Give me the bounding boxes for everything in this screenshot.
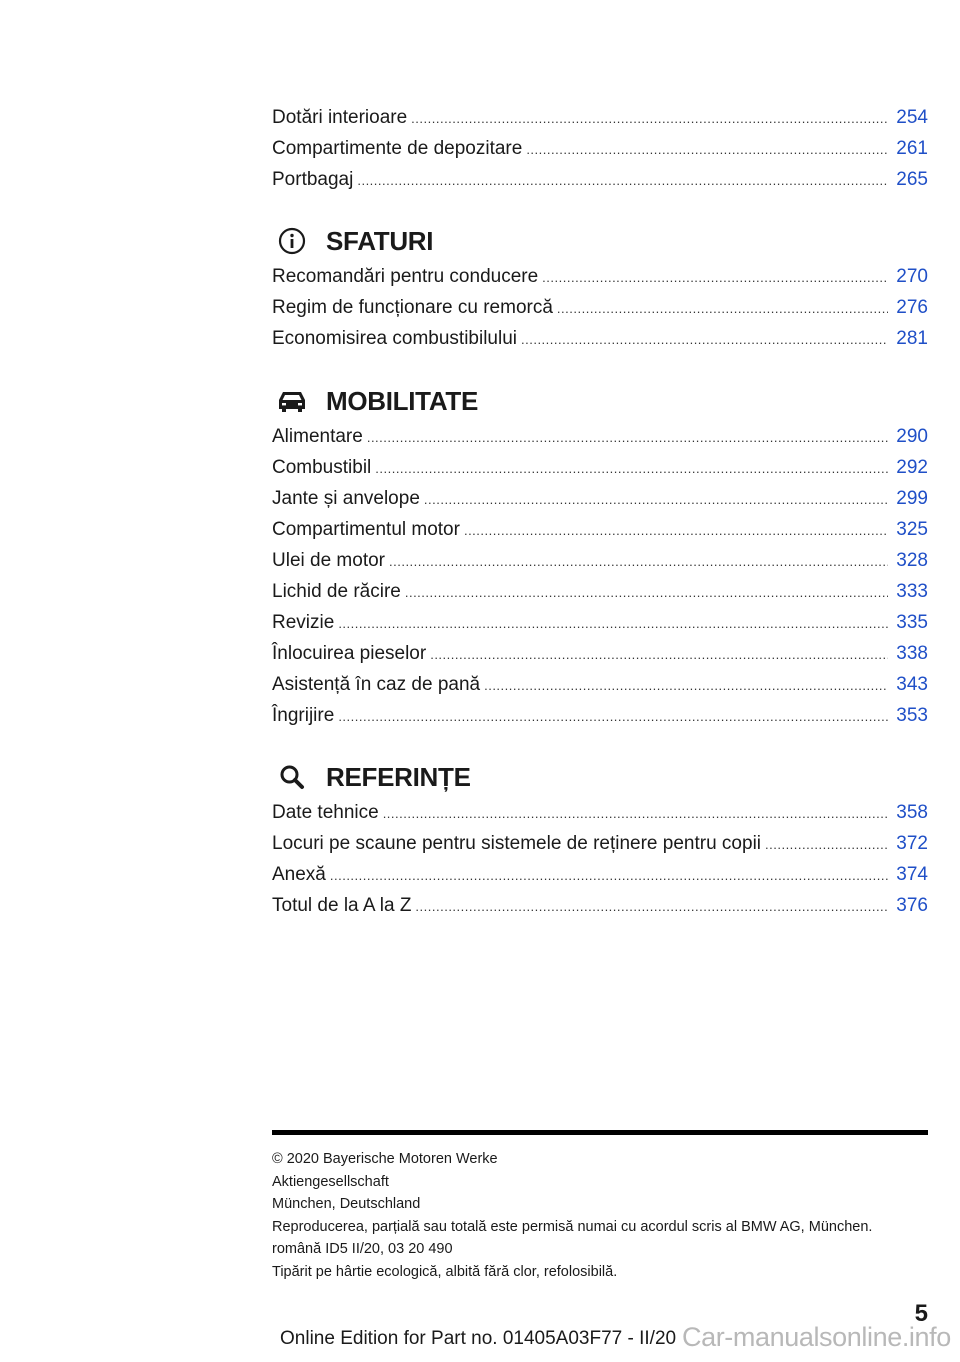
- dot-leader: [765, 833, 888, 857]
- dot-leader: [338, 612, 888, 636]
- toc-entry-title: Regim de funcționare cu remorcă: [272, 297, 553, 318]
- toc-entry-title: Anexă: [272, 864, 326, 885]
- online-edition-text: Online Edition for Part no. 01405A03F77 - II/20: [280, 1328, 677, 1349]
- toc-entry[interactable]: [272, 296, 928, 320]
- dot-leader: [383, 802, 889, 826]
- toc-entry[interactable]: [272, 106, 928, 130]
- dot-leader: [330, 864, 888, 888]
- dot-leader: [367, 426, 888, 450]
- toc-entry[interactable]: [272, 580, 928, 604]
- toc-entry[interactable]: [272, 549, 928, 573]
- toc-entry-title: Locuri pe scaune pentru sistemele de reținere pentru copii: [272, 833, 762, 854]
- toc-entry-page[interactable]: 261: [896, 138, 928, 159]
- dot-leader: [389, 550, 888, 574]
- watermark: Car-manualsonline.info: [682, 1322, 951, 1352]
- toc-entry[interactable]: [272, 425, 928, 449]
- copyright-line: © 2020 Bayerische Motoren Werke: [272, 1151, 498, 1167]
- toc-entry[interactable]: [272, 611, 928, 635]
- dot-leader: [521, 328, 888, 352]
- toc-entry-title: Dotări interioare: [272, 107, 408, 128]
- dot-leader: [411, 107, 888, 131]
- toc-entry-title: Revizie: [272, 612, 335, 633]
- toc-entry-page[interactable]: 353: [896, 705, 928, 726]
- dot-leader: [464, 519, 888, 543]
- toc-entry-page[interactable]: 276: [896, 297, 928, 318]
- toc-entry-title: Compartimente de depozitare: [272, 138, 523, 159]
- edition-code: română ID5 II/20, 03 20 490: [272, 1241, 453, 1257]
- toc-entry-title: Portbagaj: [272, 169, 354, 190]
- toc-entry-page[interactable]: 328: [896, 550, 928, 571]
- page-number: 5: [914, 1300, 928, 1327]
- toc-entry-page[interactable]: 374: [896, 864, 928, 885]
- toc-entry-page[interactable]: 281: [896, 328, 928, 349]
- info-icon: [272, 226, 312, 256]
- section-heading-referinte: [272, 760, 471, 794]
- dot-leader: [338, 705, 888, 729]
- toc-entry-title: Lichid de răcire: [272, 581, 401, 602]
- toc-entry-title: Ulei de motor: [272, 550, 385, 571]
- toc-entry-page[interactable]: 333: [896, 581, 928, 602]
- toc-entry-page[interactable]: 290: [896, 426, 928, 447]
- toc-entry-page[interactable]: 325: [896, 519, 928, 540]
- toc-entry[interactable]: [272, 456, 928, 480]
- toc-entry-title: Înlocuirea pieselor: [272, 643, 427, 664]
- dot-leader: [484, 674, 888, 698]
- toc-entry-page[interactable]: 343: [896, 674, 928, 695]
- car-icon: [272, 386, 312, 416]
- toc-entry[interactable]: [272, 168, 928, 192]
- dot-leader: [424, 488, 888, 512]
- dot-leader: [405, 581, 888, 605]
- dot-leader: [357, 169, 888, 193]
- section-heading-sfaturi: [272, 224, 433, 258]
- toc-entry[interactable]: [272, 863, 928, 887]
- toc-entry-page[interactable]: 335: [896, 612, 928, 633]
- toc-entry-title: Jante și anvelope: [272, 488, 420, 509]
- dot-leader: [430, 643, 888, 667]
- reproduction-note: Reproducerea, parțială sau totală este permisă numai cu acordul scris al BMW AG, München.: [272, 1218, 873, 1235]
- dot-leader: [542, 266, 888, 290]
- toc-entry-page[interactable]: 376: [896, 895, 928, 916]
- toc-entry-page[interactable]: 299: [896, 488, 928, 509]
- toc-entry-page[interactable]: 358: [896, 802, 928, 823]
- toc-entry-page[interactable]: 265: [896, 169, 928, 190]
- imprint: [272, 1148, 932, 1283]
- toc-entry-title: Totul de la A la Z: [272, 895, 412, 916]
- toc-entry[interactable]: [272, 487, 928, 511]
- toc-entry[interactable]: [272, 642, 928, 666]
- toc-entry-page[interactable]: 270: [896, 266, 928, 287]
- toc-entry[interactable]: [272, 894, 928, 918]
- toc-entry[interactable]: [272, 673, 928, 697]
- toc-entry[interactable]: [272, 265, 928, 289]
- toc-entry-title: Îngrijire: [272, 705, 335, 726]
- section-title: REFERINȚE: [326, 761, 471, 792]
- search-icon: [272, 762, 312, 792]
- dot-leader: [415, 895, 888, 919]
- city-line: München, Deutschland: [272, 1196, 421, 1212]
- toc-entry-title: Recomandări pentru conducere: [272, 266, 539, 287]
- toc-entry[interactable]: [272, 801, 928, 825]
- toc-entry-page[interactable]: 372: [896, 833, 928, 854]
- toc-entry-title: Economisirea combustibilului: [272, 328, 517, 349]
- toc-entry-title: Combustibil: [272, 457, 372, 478]
- toc-entry[interactable]: [272, 518, 928, 542]
- toc-entry-page[interactable]: 338: [896, 643, 928, 664]
- dot-leader: [526, 138, 888, 162]
- company-line: Aktiengesellschaft: [272, 1173, 389, 1190]
- dot-leader: [375, 457, 888, 481]
- toc-entry-title: Date tehnice: [272, 802, 379, 823]
- toc-entry-title: Alimentare: [272, 426, 363, 447]
- paper-note: Tipărit pe hârtie ecologică, albită fără clor, refolosibilă.: [272, 1263, 618, 1280]
- toc-entry-title: Compartimentul motor: [272, 519, 460, 540]
- toc-entry-page[interactable]: 292: [896, 457, 928, 478]
- section-title: MOBILITATE: [326, 385, 479, 416]
- toc-entry-title: Asistență în caz de pană: [272, 674, 481, 695]
- toc-entry[interactable]: [272, 327, 928, 351]
- section-title: SFATURI: [326, 225, 434, 256]
- toc-entry[interactable]: [272, 137, 928, 161]
- footer-rule: [272, 1130, 928, 1135]
- section-heading-mobilitate: [272, 384, 478, 418]
- dot-leader: [557, 297, 888, 321]
- toc-entry-page[interactable]: 254: [896, 107, 928, 128]
- toc-entry[interactable]: [272, 832, 928, 856]
- toc-entry[interactable]: [272, 704, 928, 728]
